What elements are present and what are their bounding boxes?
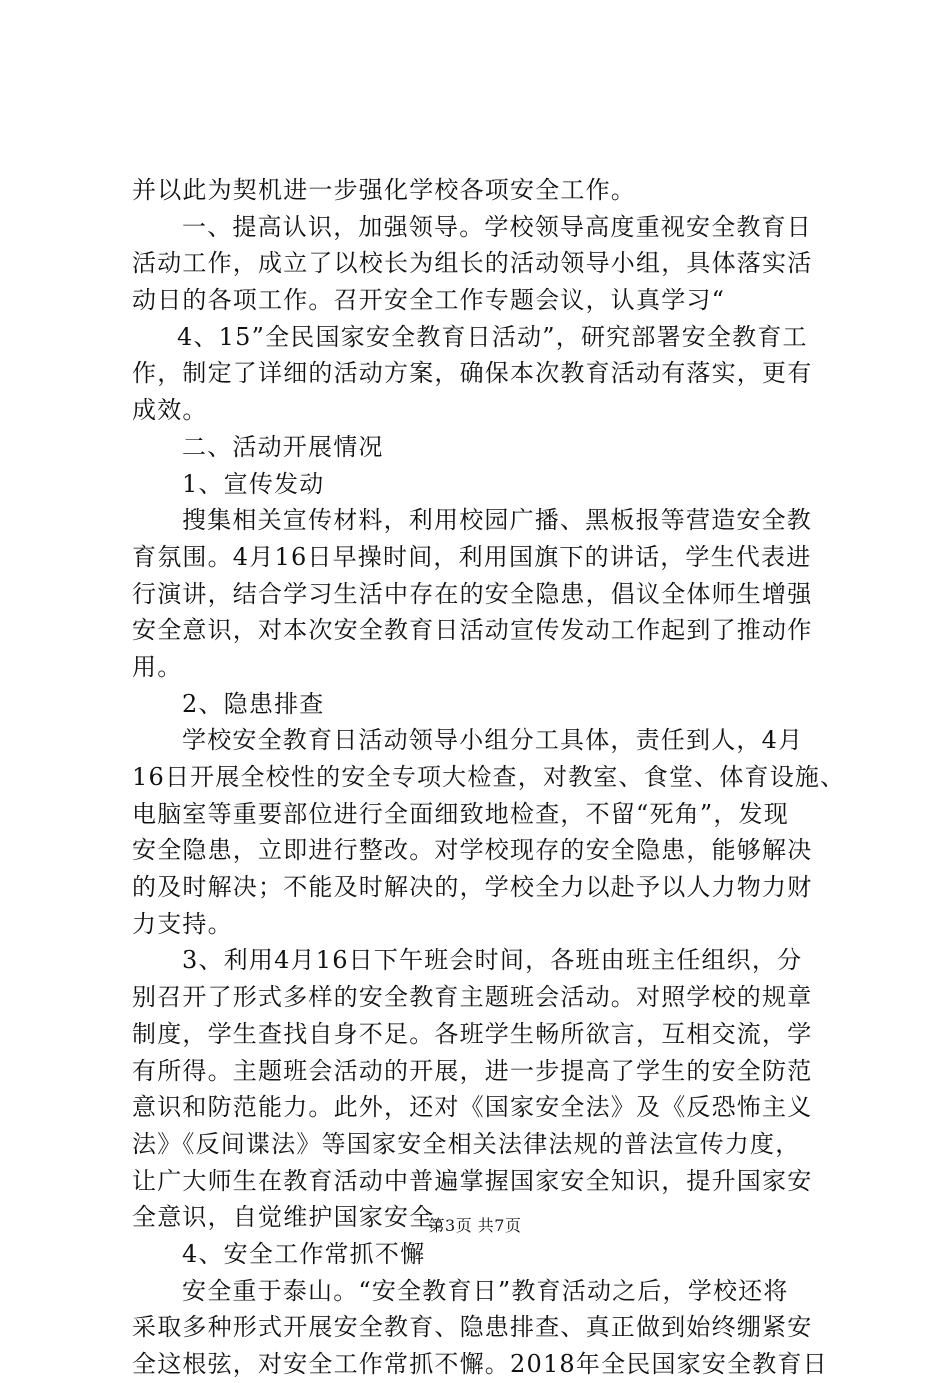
text-line: 一、提高认识，加强领导。学校领导高度重视安全教育日 xyxy=(182,212,812,241)
text-line: 别召开了形式多样的安全教育主题班会活动。对照学校的规章 xyxy=(132,983,813,1012)
subsection-heading: 2、隐患排查 xyxy=(182,689,325,718)
subsection-heading: 1、宣传发动 xyxy=(182,469,325,498)
text-line: 法》《反间谍法》等国家安全相关法律法规的普法宣传力度， xyxy=(132,1129,801,1158)
text-line: 力支持。 xyxy=(132,909,233,938)
text-line: 意识和防范能力。此外，还对《国家安全法》及《反恐怖主义 xyxy=(132,1093,813,1122)
text-line: 电脑室等重要部位进行全面细致地检查，不留“死角”，发现 xyxy=(132,799,789,828)
text-line: 让广大师生在教育活动中普遍掌握国家安全知识，提升国家安 xyxy=(132,1166,813,1195)
text-line: 安全意识，对本次安全教育日活动宣传发动工作起到了推动作 xyxy=(132,616,813,645)
text-line: 安全重于泰山。“安全教育日”教育活动之后，学校还将 xyxy=(182,1276,789,1305)
text-line: 动日的各项工作。召开安全工作专题会议，认真学习“ xyxy=(132,286,726,315)
text-line: 制度，学生查找自身不足。各班学生畅所欲言，互相交流，学 xyxy=(132,1019,813,1048)
document-body xyxy=(132,172,846,1383)
text-line: 的及时解决；不能及时解决的，学校全力以赴予以人力物力财 xyxy=(132,873,813,902)
text-line: 用。 xyxy=(132,652,183,681)
page-footer: 第3页 共7页 xyxy=(428,1216,522,1235)
text-line: 作，制定了详细的活动方案，确保本次教育活动有落实，更有 xyxy=(132,359,813,388)
text-line: 16日开展全校性的安全专项大检查，对教室、食堂、体育设施、 xyxy=(132,763,846,791)
text-line: 4、15”全民国家安全教育日活动”，研究部署安全教育工 xyxy=(177,322,808,351)
text-line: 3、利用4月16日下午班会时间，各班由班主任组织，分 xyxy=(182,946,803,975)
text-line: 全这根弦，对安全工作常抓不懈。2018年全民国家安全教育日 xyxy=(132,1350,828,1378)
text-line: 有所得。主题班会活动的开展，进一步提高了学生的安全防范 xyxy=(132,1056,813,1085)
text-line: 并以此为契机进一步强化学校各项安全工作。 xyxy=(132,176,636,204)
text-line: 育氛围。4月16日早操时间，利用国旗下的讲话，学生代表进 xyxy=(132,542,812,571)
text-line: 全意识，自觉维护国家安全。 xyxy=(132,1203,460,1232)
text-line: 学校安全教育日活动领导小组分工具体，责任到人，4月 xyxy=(182,726,804,755)
text-line: 活动工作，成立了以校长为组长的活动领导小组，具体落实活 xyxy=(132,249,813,278)
text-line: 行演讲，结合学习生活中存在的安全隐患，倡议全体师生增强 xyxy=(132,579,813,608)
section-heading: 二、活动开展情况 xyxy=(182,432,384,461)
text-line: 采取多种形式开展安全教育、隐患排查、真正做到始终绷紧安 xyxy=(132,1313,813,1342)
subsection-heading: 4、安全工作常抓不懈 xyxy=(182,1239,426,1268)
text-line: 安全隐患，立即进行整改。对学校现存的安全隐患，能够解决 xyxy=(132,836,813,865)
text-line: 搜集相关宣传材料，利用校园广播、黑板报等营造安全教 xyxy=(182,506,812,535)
text-line: 成效。 xyxy=(132,396,208,425)
